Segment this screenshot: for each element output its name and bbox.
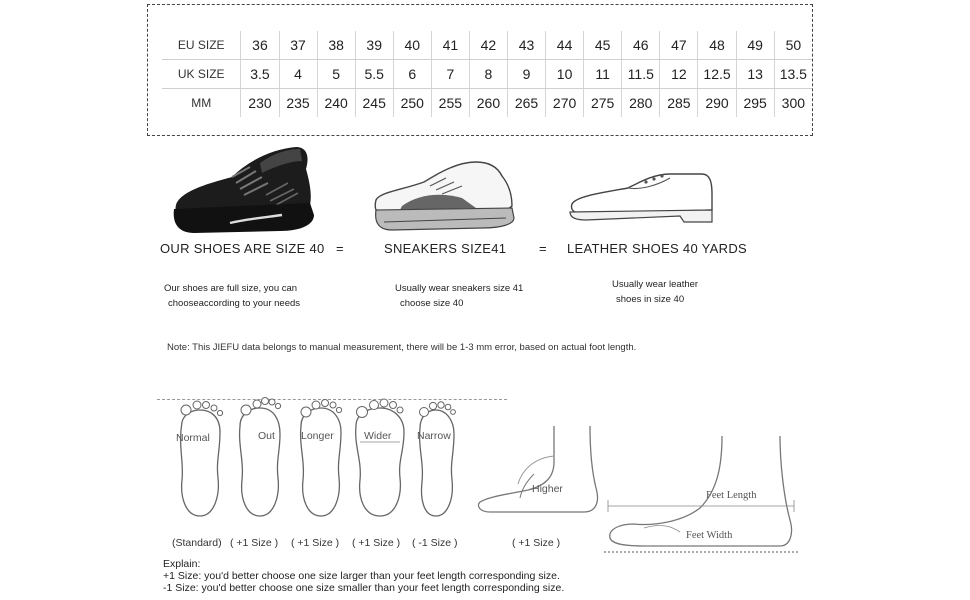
size-cell: 48 xyxy=(698,31,736,60)
foot-higher-side-icon xyxy=(474,422,604,518)
size-tag-wider: ( +1 Size ) xyxy=(352,537,401,549)
leather-description: Usually wear leather shoes in size 40 xyxy=(612,279,699,305)
foot-longer-icon xyxy=(293,396,348,520)
size-tag-standard: (Standard) xyxy=(172,537,222,549)
size-cell: 7 xyxy=(431,60,469,89)
size-cell: 40 xyxy=(393,31,431,60)
size-tag-out: ( +1 Size ) xyxy=(230,537,279,549)
size-cell: 13 xyxy=(736,60,774,89)
size-cell: 6 xyxy=(393,60,431,89)
size-cell: 290 xyxy=(698,89,736,118)
size-cell: 46 xyxy=(622,31,660,60)
size-cell: 11 xyxy=(584,60,622,89)
size-cell: 38 xyxy=(317,31,355,60)
size-row-label: UK SIZE xyxy=(162,60,241,89)
explain-line-2: -1 Size: you'd better choose one size smaller than your feet length corresponding size. xyxy=(163,582,565,594)
size-cell: 235 xyxy=(279,89,317,118)
size-cell: 245 xyxy=(355,89,393,118)
size-cell: 255 xyxy=(431,89,469,118)
leather-shoe-outline-image xyxy=(566,164,716,230)
explain-line-1: +1 Size: you'd better choose one size larger than your feet length corresponding size. xyxy=(163,570,560,582)
size-cell: 5 xyxy=(317,60,355,89)
size-cell: 41 xyxy=(431,31,469,60)
label-higher: Higher xyxy=(532,483,563,495)
size-cell: 270 xyxy=(546,89,584,118)
size-cell: 42 xyxy=(469,31,507,60)
size-cell: 12 xyxy=(660,60,698,89)
foot-normal-icon xyxy=(170,400,230,520)
size-cell: 240 xyxy=(317,89,355,118)
size-cell: 13.5 xyxy=(774,60,812,89)
size-cell: 50 xyxy=(774,31,812,60)
label-narrow: Narrow xyxy=(417,430,451,442)
black-sneaker-image xyxy=(170,143,320,235)
size-cell: 11.5 xyxy=(622,60,660,89)
size-cell: 250 xyxy=(393,89,431,118)
size-row xyxy=(162,60,812,89)
size-row-label: EU SIZE xyxy=(162,31,241,60)
size-tag-longer: ( +1 Size ) xyxy=(291,537,340,549)
size-cell: 43 xyxy=(507,31,545,60)
equals-sign-1: = xyxy=(336,241,344,256)
size-tag-narrow: ( -1 Size ) xyxy=(412,537,458,549)
size-row-label: MM xyxy=(191,96,212,110)
size-cell: 3.5 xyxy=(241,60,279,89)
size-cell: 9 xyxy=(507,60,545,89)
size-cell: 47 xyxy=(660,31,698,60)
label-wider: Wider xyxy=(364,430,392,442)
measurement-note: Note: This JIEFU data belongs to manual measurement, there will be 1-3 mm error, based on actual foot length. xyxy=(167,342,637,353)
size-cell: 5.5 xyxy=(355,60,393,89)
size-cell: 36 xyxy=(241,31,279,60)
our-shoes-description: Our shoes are full size, you can chooseaccording to your needs xyxy=(164,283,301,309)
size-row xyxy=(162,89,812,118)
feet-measurement-diagram xyxy=(604,434,800,562)
size-cell: 4 xyxy=(279,60,317,89)
size-cell: 285 xyxy=(660,89,698,118)
foot-wider-icon xyxy=(350,396,410,520)
sneakers-description: Usually wear sneakers size 41 choose size 40 xyxy=(395,283,524,309)
size-row xyxy=(162,31,812,60)
size-cell: 295 xyxy=(736,89,774,118)
explanation xyxy=(163,558,564,594)
size-cell: 300 xyxy=(774,89,812,118)
label-normal: Normal xyxy=(176,432,210,444)
leather-caption: LEATHER SHOES 40 YARDS xyxy=(567,241,747,256)
size-cell: 10 xyxy=(546,60,584,89)
size-cell: 12.5 xyxy=(698,60,736,89)
label-feet-length: Feet Length xyxy=(706,490,757,501)
size-cell: 280 xyxy=(622,89,660,118)
size-cell: 37 xyxy=(279,31,317,60)
our-shoes-caption: OUR SHOES ARE SIZE 40 xyxy=(160,241,325,256)
sneakers-caption: SNEAKERS SIZE41 xyxy=(384,241,507,256)
label-longer: Longer xyxy=(301,430,334,442)
size-cell: 45 xyxy=(584,31,622,60)
equals-sign-2: = xyxy=(539,241,547,256)
foot-out-icon xyxy=(232,396,287,520)
size-table xyxy=(162,31,812,117)
size-cell: 49 xyxy=(736,31,774,60)
size-tag-higher: ( +1 Size ) xyxy=(512,537,561,549)
size-cell: 260 xyxy=(469,89,507,118)
explain-title: Explain: xyxy=(163,558,201,570)
label-out: Out xyxy=(258,430,275,442)
size-cell: 275 xyxy=(584,89,622,118)
sneaker-outline-image xyxy=(372,152,517,234)
size-cell: 39 xyxy=(355,31,393,60)
size-cell: 265 xyxy=(507,89,545,118)
size-cell: 44 xyxy=(546,31,584,60)
size-cell: 8 xyxy=(469,60,507,89)
label-feet-width: Feet Width xyxy=(686,530,733,541)
size-cell: 230 xyxy=(241,89,279,118)
foot-narrow-icon xyxy=(412,398,460,520)
size-chart xyxy=(147,4,813,136)
